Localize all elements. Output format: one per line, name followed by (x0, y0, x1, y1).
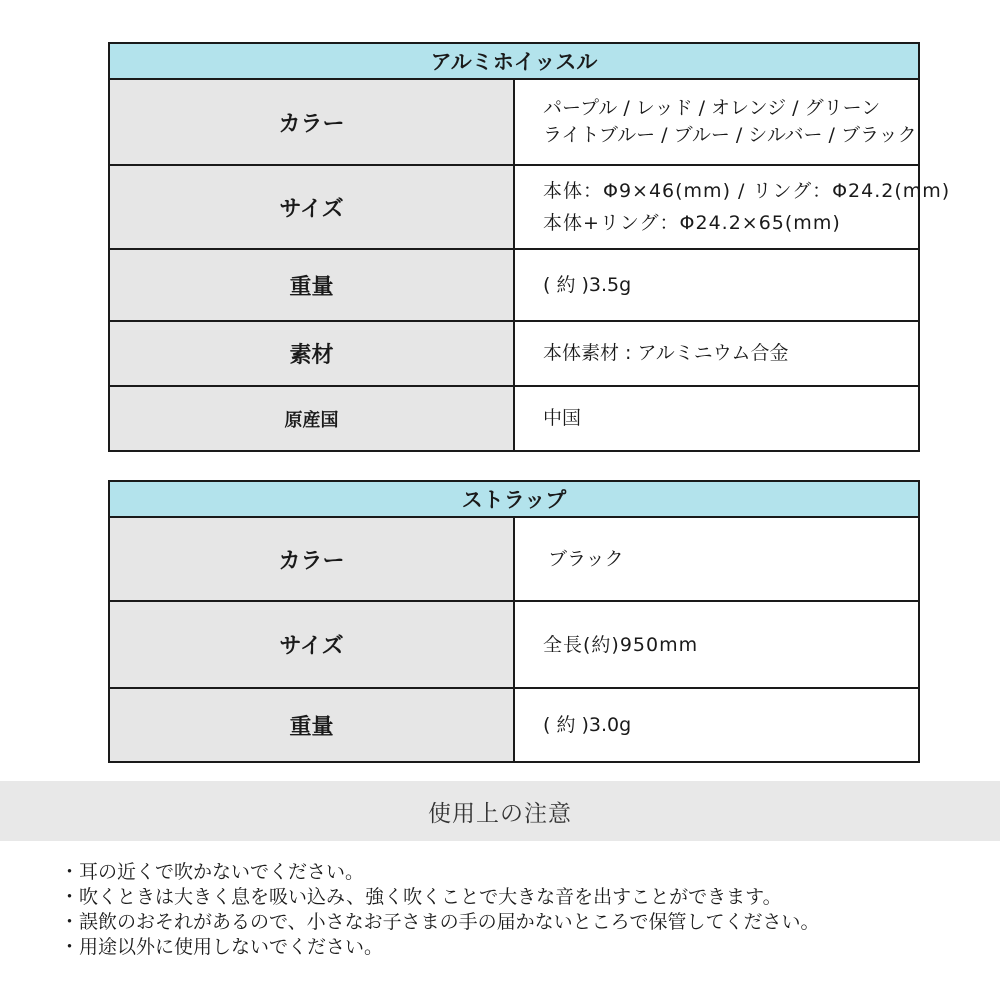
precautions-heading: 使用上の注意 (0, 781, 1000, 841)
list-item: ・ 誤飲のおそれがあるので、小さなお子さまの手の届かないところで保管してください。 (60, 910, 819, 935)
value-line: 本体+リング：Φ24.2×65(mm) (543, 212, 841, 234)
table-row (109, 321, 919, 386)
value-line: パープル / レッド / オレンジ / グリーン (543, 97, 881, 119)
row-label-weight: 重量 (109, 688, 514, 762)
list-item: ・ 耳の近くで吹かないでください。 (60, 860, 819, 885)
table-row (109, 688, 919, 762)
row-label-weight: 重量 (109, 249, 514, 321)
value-line: 本体：Φ9×46(mm) / リング：Φ24.2(mm) (543, 180, 951, 202)
table-row (109, 386, 919, 451)
table-row (109, 601, 919, 688)
list-item: ・ 用途以外に使用しないでください。 (60, 935, 819, 960)
precautions-list (60, 860, 819, 960)
table-row (109, 517, 919, 601)
row-label-size: サイズ (109, 165, 514, 249)
table-row (109, 165, 919, 249)
aluminum-whistle-spec-table (108, 42, 951, 452)
row-label-material: 素材 (109, 321, 514, 386)
row-value-weight: ( 約 )3.0g (514, 688, 919, 762)
row-value-size: 全長(約)950mm (514, 601, 919, 688)
row-value-origin: 中国 (514, 386, 919, 451)
table-row (109, 79, 919, 165)
aluminum-whistle-title: アルミホイッスル (109, 43, 919, 79)
row-label-origin: 原産国 (109, 386, 514, 451)
strap-spec-table (108, 480, 920, 763)
value-line: ライトブルー / ブルー / シルバー / ブラック (543, 124, 917, 146)
row-value-color (514, 79, 919, 165)
list-item: ・ 吹くときは大きく息を吸い込み、強く吹くことで大きな音を出すことができます。 (60, 885, 819, 910)
row-value-weight: ( 約 )3.5g (514, 249, 919, 321)
table-row (109, 249, 919, 321)
row-label-color: カラー (109, 79, 514, 165)
row-value-color: ブラック (514, 517, 919, 601)
row-label-size: サイズ (109, 601, 514, 688)
row-value-size (514, 165, 951, 249)
row-value-material: 本体素材 : アルミニウム合金 (514, 321, 919, 386)
strap-title: ストラップ (109, 481, 919, 517)
row-label-color: カラー (109, 517, 514, 601)
